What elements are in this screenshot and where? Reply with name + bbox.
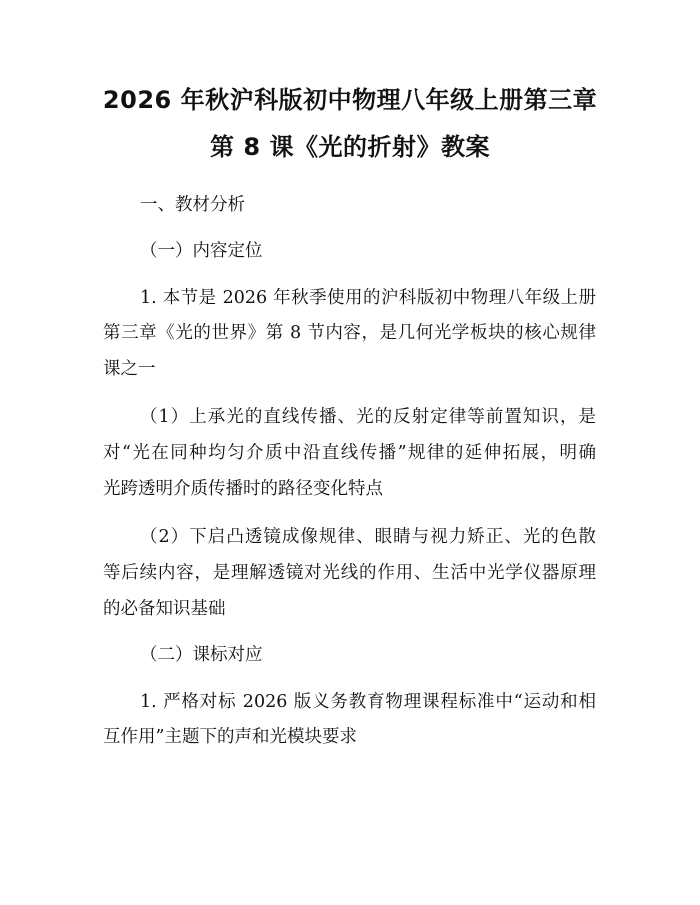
subsection-heading-curriculum-standards: （二）课标对应 <box>140 645 263 665</box>
paragraph-2-line-3: 光跨透明介质传播时的路径变化特点 <box>103 479 383 499</box>
section-heading-textbook-analysis: 一、教材分析 <box>140 195 245 215</box>
document-title-line-1: 2026 年秋沪科版初中物理八年级上册第三章 <box>102 86 598 114</box>
paragraph-1-line-2: 第三章《光的世界》第 8 节内容，是几何光学板块的核心规律 <box>103 323 596 343</box>
paragraph-3-line-3: 的必备知识基础 <box>103 599 226 619</box>
document-title-line-2: 第 8 课《光的折射》教案 <box>210 133 490 161</box>
paragraph-2-line-1: （1）上承光的直线传播、光的反射定律等前置知识，是 <box>140 407 596 427</box>
paragraph-4-line-2: 互作用”主题下的声和光模块要求 <box>103 727 357 747</box>
paragraph-2-line-2: 对“光在同种均匀介质中沿直线传播”规律的延伸拓展，明确 <box>103 443 596 463</box>
subsection-heading-content-positioning: （一）内容定位 <box>140 241 263 261</box>
paragraph-1-line-1: 1. 本节是 2026 年秋季使用的沪科版初中物理八年级上册 <box>140 288 596 308</box>
paragraph-3-line-2: 等后续内容，是理解透镜对光线的作用、生活中光学仪器原理 <box>103 563 596 583</box>
paragraph-3-line-1: （2）下启凸透镜成像规律、眼睛与视力矫正、光的色散 <box>140 527 596 547</box>
paragraph-4-line-1: 1. 严格对标 2026 版义务教育物理课程标准中“运动和相 <box>140 692 596 712</box>
paragraph-1-line-3: 课之一 <box>103 359 156 379</box>
